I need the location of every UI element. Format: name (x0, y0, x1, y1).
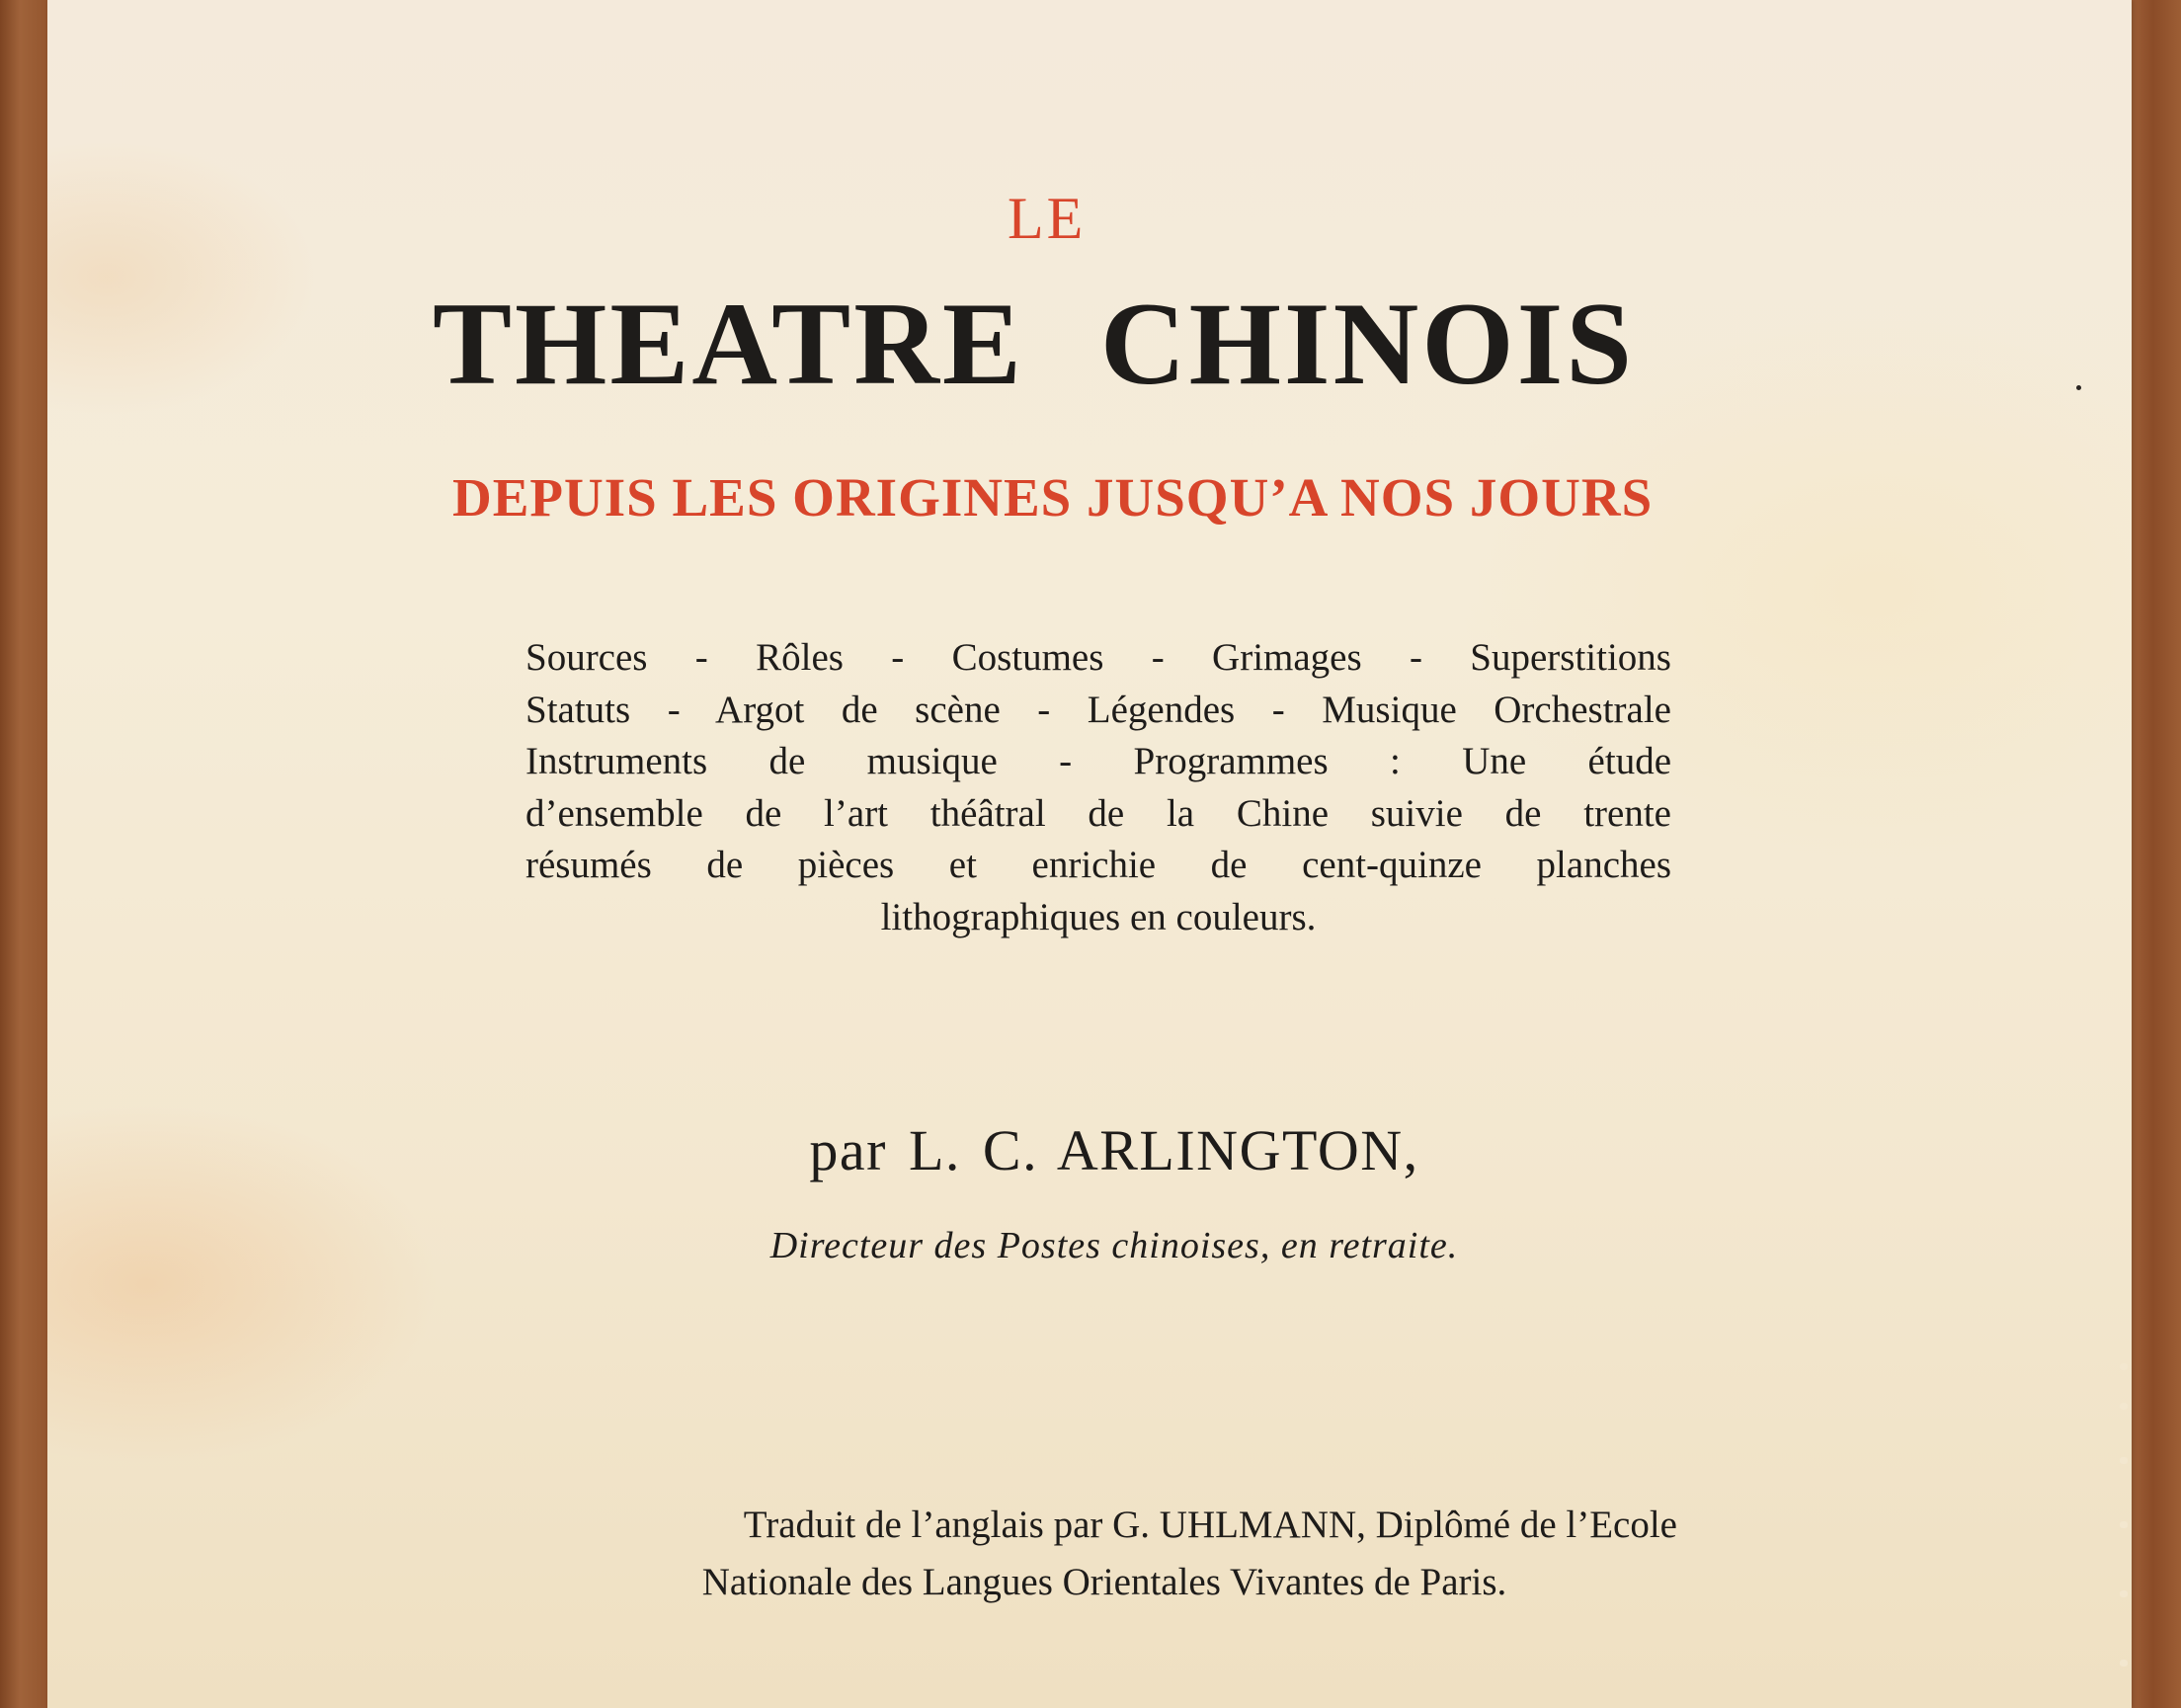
deckle-edge (2116, 1363, 2130, 1699)
contents-description (525, 632, 1671, 943)
translator-line: Traduit de l’anglais par G. UHLMANN, Diplômé de l’Ecole (743, 1504, 1677, 1546)
book-subtitle: DEPUIS LES ORIGINES JUSQU’A NOS JOURS (452, 467, 1654, 528)
contents-line: Statuts - Argot de scène - Légendes - Musique Orchestrale (525, 688, 1671, 731)
book-title: THEATRE CHINOIS (433, 278, 1636, 409)
contents-line: lithographiques en couleurs. (880, 895, 1317, 938)
translator-credit (531, 1497, 1677, 1611)
contents-line: Sources - Rôles - Costumes - Grimages - Superstitions (525, 636, 1671, 679)
table-background-right (2124, 0, 2181, 1708)
translator-line: Nationale des Langues Orientales Vivantes de Paris. (701, 1561, 1507, 1603)
contents-line: Instruments de musique - Programmes : Une étude (525, 740, 1671, 782)
contents-line: d’ensemble de l’art théâtral de la Chine suivie de trente (525, 791, 1671, 835)
ink-speck (2076, 385, 2081, 390)
author-role: Directeur des Postes chinoises, en retraite. (769, 1225, 1459, 1266)
title-page (47, 0, 2132, 1708)
title-article: LE (1008, 186, 1087, 251)
author-line: par L. C. ARLINGTON, (809, 1118, 1419, 1182)
contents-line: résumés de pièces et enrichie de cent-quinze planches (525, 844, 1671, 886)
